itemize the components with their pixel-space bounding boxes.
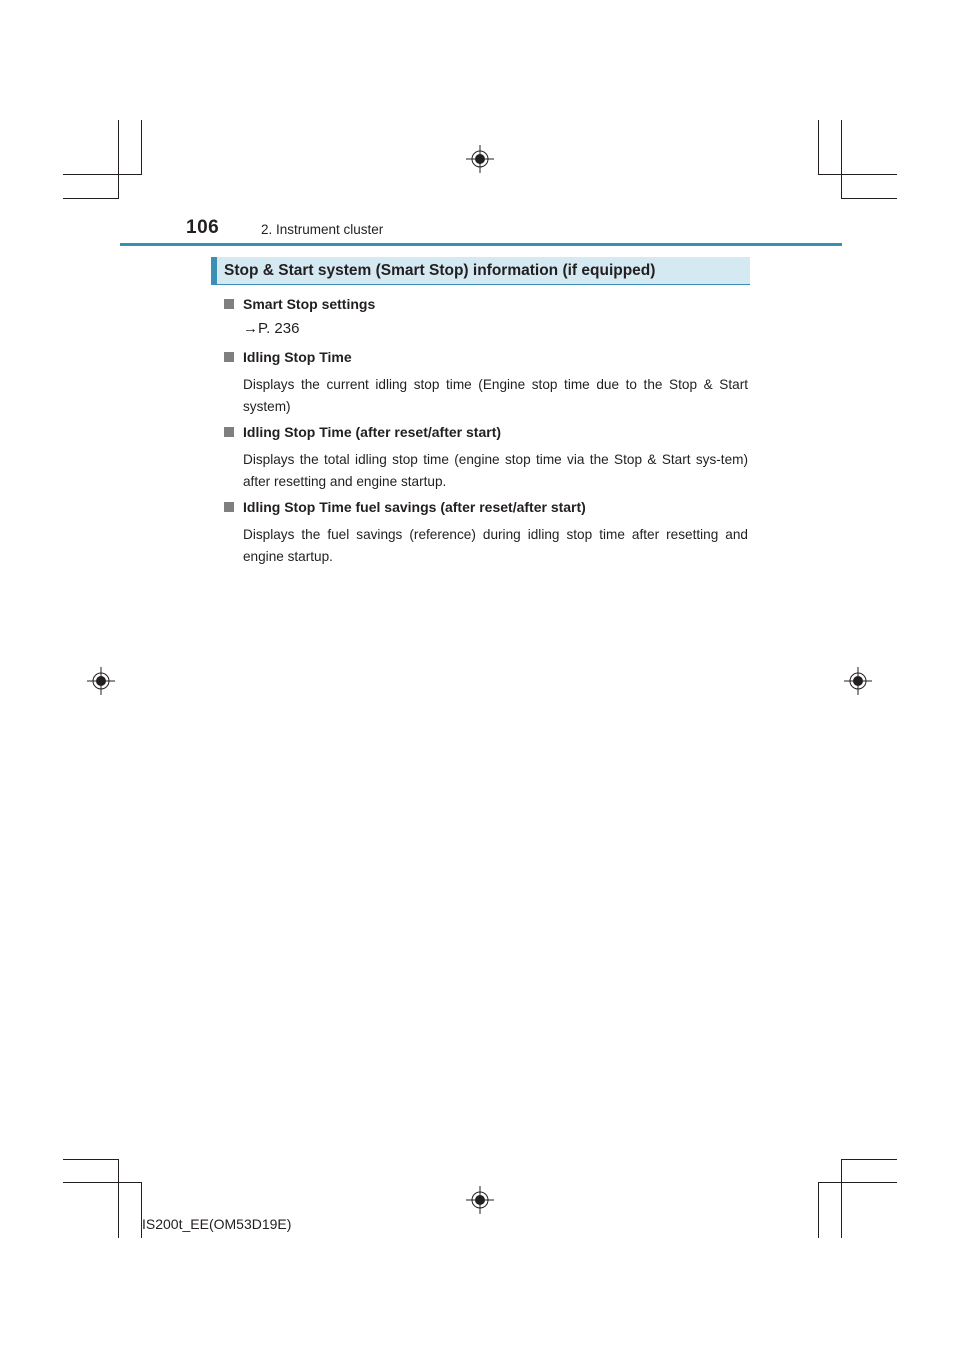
crop-mark — [63, 1182, 142, 1183]
item-label: Idling Stop Time — [243, 349, 352, 365]
list-item — [224, 424, 754, 494]
crop-mark — [118, 1159, 119, 1238]
registration-mark-icon — [466, 1186, 494, 1214]
square-bullet-icon — [224, 427, 234, 437]
item-description: Displays the total idling stop time (engine stop time via the Stop & Start sys-tem) after resetting and engine startup. — [243, 452, 748, 489]
crop-mark — [818, 1182, 897, 1183]
crop-mark — [818, 1182, 819, 1238]
crop-mark — [841, 1159, 842, 1238]
crop-mark — [118, 120, 119, 199]
registration-mark-icon — [87, 667, 115, 695]
registration-mark-icon — [844, 667, 872, 695]
square-bullet-icon — [224, 299, 234, 309]
item-label: Smart Stop settings — [243, 296, 376, 312]
page-number: 106 — [186, 217, 220, 238]
crop-mark — [63, 198, 119, 199]
section-heading — [211, 257, 750, 285]
crop-mark — [841, 198, 897, 199]
square-bullet-icon — [224, 502, 234, 512]
item-label: Idling Stop Time fuel savings (after reset/after start) — [243, 499, 586, 515]
list-item — [224, 296, 754, 344]
document-code: IS200t_EE(OM53D19E) — [142, 1216, 292, 1232]
header-rule — [120, 243, 842, 246]
crop-mark — [841, 120, 842, 199]
section-title: Stop & Start system (Smart Stop) information (if equipped) — [224, 262, 656, 279]
chapter-title: 2. Instrument cluster — [261, 222, 384, 237]
crop-mark — [63, 174, 142, 175]
list-item — [224, 499, 754, 569]
square-bullet-icon — [224, 352, 234, 362]
crop-mark — [841, 1159, 897, 1160]
crop-mark — [818, 174, 897, 175]
item-label: Idling Stop Time (after reset/after start) — [243, 424, 502, 440]
section-accent — [211, 257, 217, 284]
item-description: Displays the fuel savings (reference) during idling stop time after resetting and engine startup. — [243, 527, 748, 564]
page-reference: →P. 236 — [243, 320, 300, 337]
registration-mark-icon — [466, 145, 494, 173]
crop-mark — [63, 1159, 119, 1160]
crop-mark — [818, 120, 819, 175]
list-item — [224, 349, 754, 419]
crop-mark — [141, 120, 142, 175]
item-description: Displays the current idling stop time (Engine stop time due to the Stop & Start system) — [243, 377, 748, 414]
